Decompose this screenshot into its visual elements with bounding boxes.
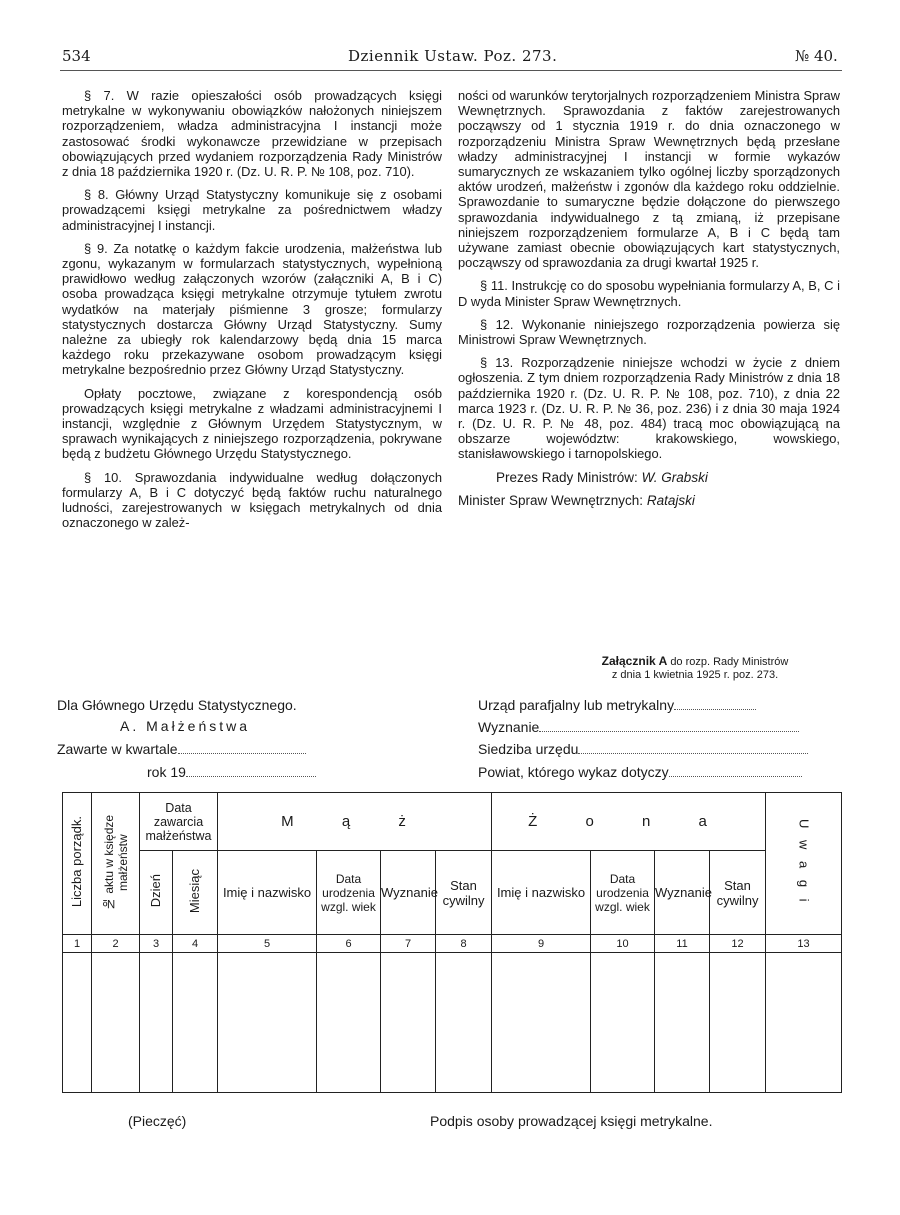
date-group-header: Data zawarcia małżeństwa [140,793,218,851]
col-remarks-header: U w a g i [766,793,842,935]
groom-header: M ą ż [218,793,492,851]
pm-name: W. Grabski [641,469,708,485]
paragraph-11: § 11. Instrukcję co do sposobu wypełniania formularzy A, B, C i D wyda Minister Spraw Wewnętrznych. [458,278,840,309]
col-number: 10 [591,935,655,953]
paragraph-8: § 8. Główny Urząd Statystyczny komunikuje się z osobami prowadzącemi księgi metrykalne za pośrednictwem władzy administracyjnej I instancji. [62,187,442,233]
attachment-line1: do rozp. Rady Ministrów [670,656,789,668]
for-office: Dla Głównego Urzędu Statystycznego. [57,697,297,713]
seat-field [478,741,808,757]
column-numbers-row [63,935,842,953]
issue-number: № 40. [795,47,838,65]
col-number: 11 [655,935,710,953]
paragraph-10: § 10. Sprawozdania indywidualne według dołączonych formularzy A, B i C dotyczyć będą faktów ruchu naturalnego ludności, zarejestrowanych w księgach metrykalnych od dnia oznaczonego w zależ- [62,469,442,531]
col-month-header: Miesiąc [173,851,218,935]
parish-field [478,697,756,713]
bride-religion-header: Wyznanie [655,851,710,935]
col-number: 7 [381,935,436,953]
left-column [62,88,442,538]
col-number: 8 [436,935,492,953]
blank-entry-row [63,953,842,1093]
minister-label: Minister Spraw Wewnętrznych: [458,492,644,508]
paragraph-9: § 9. Za notatkę o każdym fakcie urodzenia, małżeństwa lub zgonu, wykazanym w formularzach statystycznych, wypełnioną prawidłowo według załączonych wzorów (załączniki A, B i C) osoba prowadząca księgi metrykalne otrzymuje tytułem zwrotu wydatków na materjały piśmienne 3 grosze; formularzy statystycznych dostarcza Główny Urząd Statystyczny. Sumy należne za ubiegły rok kalendarzowy będą dnia 15 marca każdego roku przekazywane osobom prowadzącym księgi metrykalne bezpośrednio przez Główny Urząd Statystyczny. [62,240,442,378]
year-blank [186,766,316,777]
year-label: rok 19 [147,764,186,780]
journal-title: Dziennik Ustaw. Poz. 273. [348,47,558,65]
attachment-label: Załącznik A [601,654,668,668]
religion-field [478,719,799,735]
form-title: A. Małżeństwa [120,718,251,734]
col-number: 1 [63,935,92,953]
attachment-note [560,655,830,682]
col-number: 3 [140,935,173,953]
col-lp-header: Liczba porządk. [63,793,92,935]
paragraph-10-cont: ności od warunków terytorjalnych rozporządzeniem Ministra Spraw Wewnętrznych. Sprawozdania z faktów zarejestrowanych począwszy od 1 stycznia 1919 r. do dnia oznaczonego w rozporządzeniu Ministra Spraw Wewnętrznych będą przesłane władzy administracyjnej I instancji w formie wykazów sumarycznych ze wskazaniem tylko ogólnej liczby sporządzonych aktów urodzeń, małżeństw i zgonów dla każdego roku oddzielnie. Sprawozdanie to sumaryczne będzie dołączone do pierwszego sprawozdania indywidualnego z tą zmianą, iż przepisane niniejszem rozporządzeniem formularze A, B i C będą tam używane zamiast obecnie obowiązujących kart statystycznych, począwszy od sprawozdania za drugi kwartał 1925 r. [458,88,840,271]
header-rule [60,70,842,71]
signature-pm [458,470,840,485]
groom-religion-header: Wyznanie [381,851,436,935]
paragraph-7: § 7. W razie opieszałości osób prowadzących księgi metrykalne w wykonywaniu obowiązków nałożonych niniejszem rozporządzeniem, władza administracyjna I instancji może zastosować środki wykonawcze przewidziane w przepisach obowiązujących przed wydaniem rozporządzenia Rady Ministrów z dnia 18 października 1920 r. (Dz. U. R. P. № 108, poz. 710). [62,88,442,180]
col-number: 6 [317,935,381,953]
col-day-header: Dzień [140,851,173,935]
col-number: 2 [92,935,140,953]
col-number: 13 [766,935,842,953]
col-act-header: № aktu w księdze małżeństw [92,793,140,935]
county-label: Powiat, którego wykaz dotyczy [478,764,669,780]
signature-minister [458,493,840,508]
religion-label: Wyznanie [478,719,540,735]
paragraph-13: § 13. Rozporządzenie niniejsze wchodzi w życie z dniem ogłoszenia. Z tym dniem rozporządzenia Rady Ministrów z dnia 18 października 1920 r. (Dz. U. R. P. № 108, poz. 710), z dnia 22 marca 1923 r. (Dz. U. R. P. № 36, poz. 236) i z dnia 30 maja 1924 r. (Dz. U. R. P. № 48, poz. 484) tracą moc obowiązującą na obszarze województw: krakowskiego, wowskiego, stanisławowskiego i tarnopolskiego. [458,355,840,462]
quarter-field [57,741,306,757]
bride-name-header: Imię i nazwisko [492,851,591,935]
page-number: 534 [62,47,91,65]
attachment-line2: z dnia 1 kwietnia 1925 r. poz. 273. [611,669,779,681]
paragraph-12: § 12. Wykonanie niniejszego rozporządzenia powierza się Ministrowi Spraw Wewnętrznych. [458,316,840,348]
seat-blank [578,743,808,754]
pm-label: Prezes Rady Ministrów: [496,469,638,485]
bride-birth-header: Data urodzenia wzgl. wiek [591,851,655,935]
parish-blank [674,699,756,710]
seal-label: (Pieczęć) [128,1113,187,1129]
col-number: 12 [710,935,766,953]
county-blank [669,766,802,777]
minister-name: Ratajski [646,492,695,508]
groom-birth-header: Data urodzenia wzgl. wiek [317,851,381,935]
county-field [478,764,802,780]
parish-label: Urząd parafjalny lub metrykalny [478,697,675,713]
religion-blank [539,721,799,732]
right-column [458,88,840,516]
groom-status-header: Stan cywilny [436,851,492,935]
groom-name-header: Imię i nazwisko [218,851,317,935]
quarter-label: Zawarte w kwartale [57,741,178,757]
bride-status-header: Stan cywilny [710,851,766,935]
year-field [147,764,316,780]
col-number: 4 [173,935,218,953]
seat-label: Siedziba urzędu [478,741,579,757]
col-number: 9 [492,935,591,953]
paragraph-postage: Opłaty pocztowe, związane z korespondencją osób prowadzących księgi metrykalne z władzami administracyjnemi I instancji, względnie z Głównym Urzędem Statystycznym, w sprawach wynikających z niniejszego rozporządzenia, pokrywane będą z budżetu Głównego Urzędu Statystycznego. [62,385,442,462]
signature-label: Podpis osoby prowadzącej księgi metrykalne. [430,1113,713,1129]
bride-header: Ż o n a [492,793,766,851]
col-number: 5 [218,935,317,953]
marriage-register-table [62,792,842,1093]
quarter-blank [178,743,306,754]
